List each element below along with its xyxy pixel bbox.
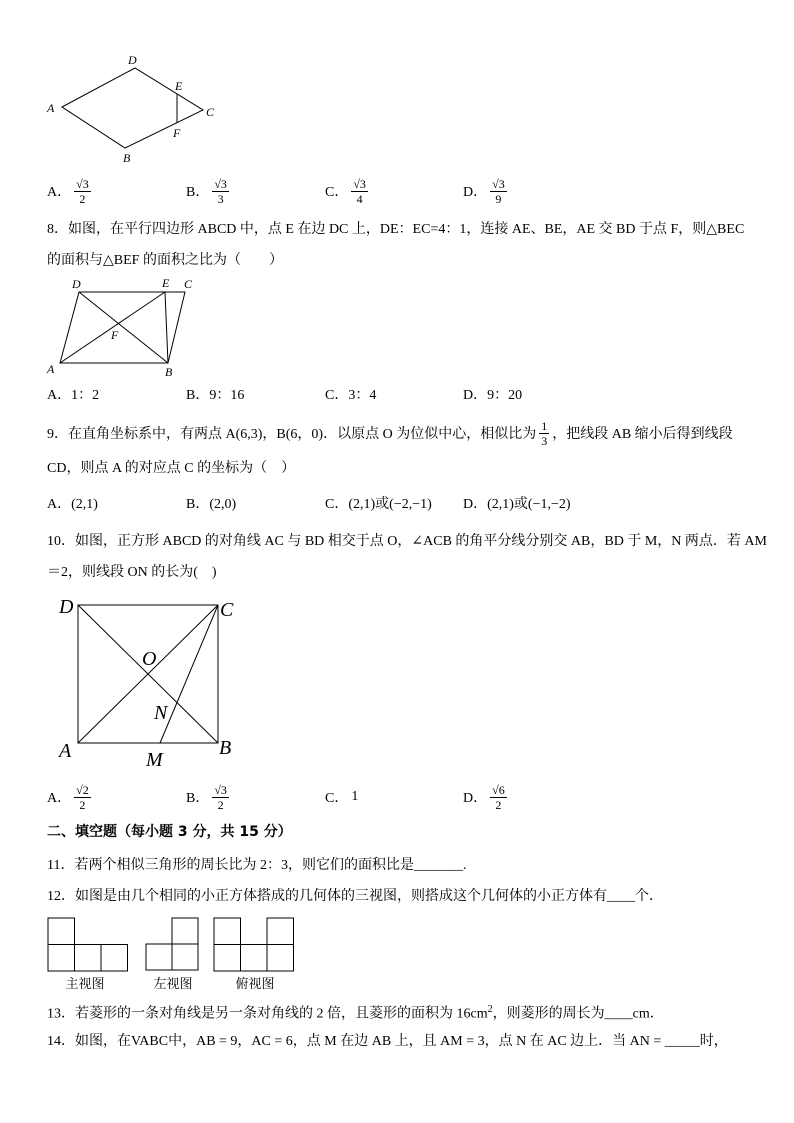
denominator: 3 <box>217 191 224 206</box>
q10-option-c <box>325 782 358 812</box>
fraction <box>212 783 229 812</box>
label-n: N <box>154 702 168 724</box>
denominator: 2 <box>217 797 224 812</box>
q8-stem-line2: 的面积与△BEF 的面积之比为（ ） <box>47 253 283 268</box>
numerator: 1 <box>541 418 548 433</box>
q12-stem: 12．如图是由几个相同的小正方体搭成的几何体的三视图，则搭成这个几何体的小正方体有____个． <box>47 889 663 904</box>
front-view-cell <box>101 945 128 972</box>
left-view-label: 左视图 <box>153 977 193 992</box>
denominator: 9 <box>495 191 502 206</box>
top-view-cell <box>267 918 294 945</box>
q13-stem <box>47 1000 664 1020</box>
left-view-cell <box>172 944 198 970</box>
q7-option-c <box>325 176 371 206</box>
fraction <box>490 783 507 812</box>
q10-option-b <box>186 782 232 812</box>
fraction <box>490 177 507 206</box>
option-value: 1 <box>351 789 359 804</box>
option-letter: C． <box>325 185 349 200</box>
q13-superscript: 2 <box>487 1004 493 1015</box>
label-c: C <box>220 599 234 621</box>
q9-stem-text-before: 9．在直角坐标系中，有两点 A(6,3)，B(6，0)．以原点 O 为位似中心，相似比为 <box>47 427 537 442</box>
label-d: D <box>59 596 74 618</box>
ratio-fraction <box>539 419 549 448</box>
numerator: √3 <box>214 782 227 797</box>
q9-option-c: C．(2,1)或(−2,−1) <box>325 497 432 512</box>
bisector-cm <box>160 605 218 743</box>
label-o: O <box>142 648 157 670</box>
left-view-cell <box>172 918 198 944</box>
front-view-label: 主视图 <box>65 977 105 992</box>
q9-option-a: A．(2,1) <box>47 497 98 512</box>
numerator: √2 <box>76 782 89 797</box>
q9-stem-line1 <box>47 418 733 448</box>
label-f: F <box>173 126 181 140</box>
label-a: A <box>47 101 55 115</box>
denominator: 4 <box>356 191 363 206</box>
fraction <box>212 177 229 206</box>
top-view-cell <box>214 945 241 972</box>
numerator: √3 <box>214 176 227 191</box>
q10-square-figure <box>50 590 240 770</box>
option-letter: A． <box>47 185 72 200</box>
q13-text-after: ，则菱形的周长为____cm． <box>492 1006 664 1022</box>
label-d: D <box>128 53 137 67</box>
q10-option-a <box>47 782 94 812</box>
fraction <box>351 177 368 206</box>
q8-option-c: C．3：4 <box>325 388 377 403</box>
q8-option-b: B．9：16 <box>186 388 245 403</box>
label-d: D <box>72 277 81 291</box>
label-m: M <box>146 749 163 771</box>
option-letter: B． <box>186 791 210 806</box>
q7-rhombus-figure <box>40 48 230 168</box>
front-view-cell <box>48 945 75 972</box>
fraction <box>74 177 91 206</box>
denominator: 2 <box>495 797 502 812</box>
q13-text-before: 13．若菱形的一条对角线是另一条对角线的 2 倍，且菱形的面积为 16cm <box>47 1006 488 1022</box>
denominator: 2 <box>79 797 86 812</box>
option-letter: B． <box>186 185 210 200</box>
q14-stem: 14．如图，在VABC中，AB = 9，AC = 6，点 M 在边 AB 上，且 AM = 3，点 N 在 AC 边上．当 AN = _____时， <box>47 1034 728 1049</box>
q7-option-d <box>463 176 510 206</box>
top-view-cell <box>214 918 241 945</box>
label-c: C <box>184 277 193 291</box>
q9-stem-line2: CD，则点 A 的对应点 C 的坐标为（ ） <box>47 461 296 476</box>
option-letter: D． <box>463 791 488 806</box>
q10-stem-line1: 10．如图，正方形 ABCD 的对角线 AC 与 BD 相交于点 O，∠ACB 的角平分线分别交 AB，BD 于 M，N 两点．若 AM <box>47 534 767 549</box>
numerator: √3 <box>76 176 89 191</box>
numerator: √3 <box>353 176 366 191</box>
q10-stem-line2: ＝2，则线段 ON 的长为( ) <box>47 565 217 580</box>
option-letter: D． <box>463 185 488 200</box>
numerator: √6 <box>492 782 505 797</box>
option-letter: A． <box>47 791 72 806</box>
fraction <box>74 783 91 812</box>
q8-option-a: A．1：2 <box>47 388 100 403</box>
option-letter: C． <box>325 791 349 806</box>
label-a: A <box>59 740 72 762</box>
denominator: 2 <box>79 191 86 206</box>
q11-stem: 11．若两个相似三角形的周长比为 2：3，则它们的面积比是_______. <box>47 858 467 873</box>
front-view-cell <box>48 918 75 945</box>
label-a: A <box>47 362 55 376</box>
front-view-cell <box>75 945 102 972</box>
label-e: E <box>162 276 170 290</box>
q8-parallelogram-figure <box>40 272 200 380</box>
top-view-cell <box>267 945 294 972</box>
label-b: B <box>123 151 131 165</box>
label-c: C <box>206 105 215 119</box>
left-view-cell <box>146 944 172 970</box>
q9-option-b: B．(2,0) <box>186 497 237 512</box>
segment-db <box>79 292 168 363</box>
q7-option-b <box>186 176 232 206</box>
top-view-label: 俯视图 <box>235 977 275 992</box>
label-b: B <box>219 737 232 759</box>
top-view-cell <box>241 945 268 972</box>
label-f: F <box>111 328 119 342</box>
label-b: B <box>165 365 173 379</box>
section-title: 二、填空题（每小题 3 分，共 15 分） <box>47 824 292 840</box>
numerator: √3 <box>492 176 505 191</box>
q8-stem-line1: 8．如图，在平行四边形 ABCD 中，点 E 在边 DC 上，DE：EC=4：1，连接 AE、BE，AE 交 BD 于点 F，则△BEC <box>47 222 745 237</box>
q9-option-d: D．(2,1)或(−1,−2) <box>463 497 571 512</box>
q8-option-d: D．9：20 <box>463 388 523 403</box>
q10-option-d <box>463 782 510 812</box>
q7-option-a <box>47 176 94 206</box>
denominator: 3 <box>541 433 548 448</box>
q9-stem-text-after: ，把线段 AB 缩小后得到线段 <box>552 427 733 442</box>
q12-three-views-figure <box>44 914 300 974</box>
segment-eb <box>165 292 168 363</box>
label-e: E <box>175 79 183 93</box>
